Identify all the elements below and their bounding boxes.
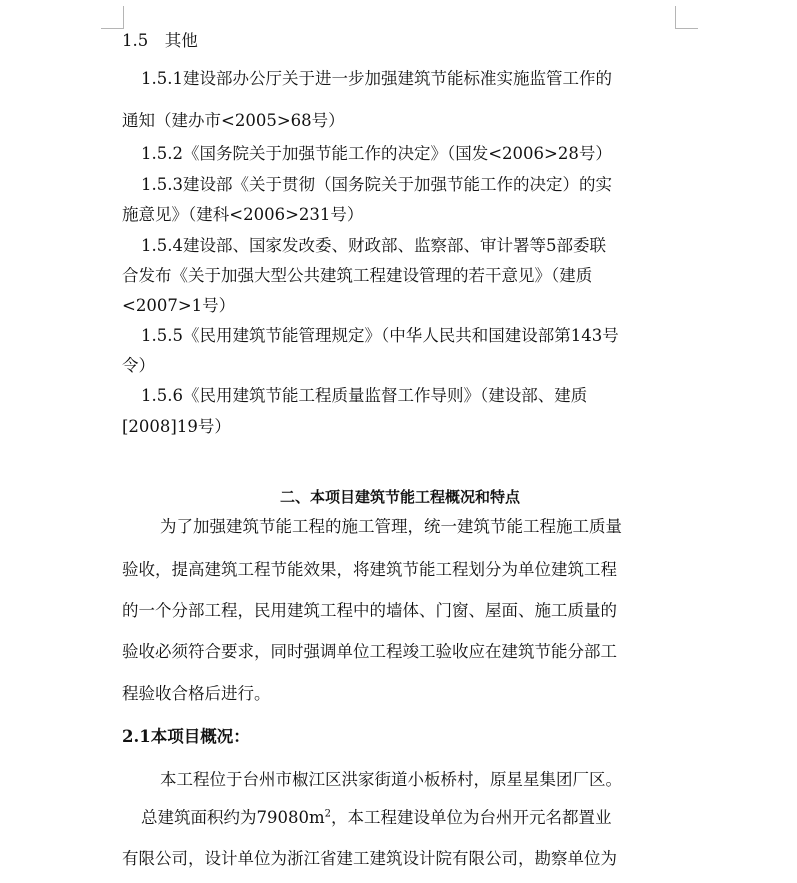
section-2-para-line-4: 验收必须符合要求，同时强调单位工程竣工验收应在建筑节能分部工 (122, 642, 617, 661)
section-2-1-para-2-line-1 (141, 807, 612, 829)
item-1-5-5-line-1: 1.5.5《民用建筑节能管理规定》（中华人民共和国建设部第143号 (141, 326, 619, 345)
section-2-1-para-1: 本工程位于台州市椒江区洪家街道小板桥村，原星星集团厂区。 (160, 770, 622, 789)
page-corner-mark-left (101, 6, 124, 29)
section-2-para-line-5: 程验收合格后进行。 (122, 684, 271, 703)
item-1-5-6-line-1: 1.5.6《民用建筑节能工程质量监督工作导则》（建设部、建质 (141, 386, 588, 405)
section-2-heading: 二、本项目建筑节能工程概况和特点 (279, 488, 520, 506)
page-corner-mark-right (675, 6, 698, 29)
section-2-para-line-1: 为了加强建筑节能工程的施工管理，统一建筑节能工程施工质量 (160, 517, 622, 536)
item-1-5-3-line-1: 1.5.3建设部《关于贯彻（国务院关于加强节能工作的决定）的实 (141, 175, 612, 194)
item-1-5-1-line-1: 1.5.1建设部办公厅关于进一步加强建筑节能标准实施监管工作的 (141, 69, 612, 88)
item-1-5-3-line-2: 施意见》（建科<2006>231号） (122, 205, 364, 224)
section-2-1-heading: 2.1本项目概况： (122, 727, 250, 746)
section-2-para-line-2: 验收，提高建筑工程节能效果，将建筑节能工程划分为单位建筑工程 (122, 560, 617, 579)
section-2-para-line-3: 的一个分部工程，民用建筑工程中的墙体、门窗、屋面、施工质量的 (122, 601, 617, 620)
area-text: 总建筑面积约为79080m (141, 808, 325, 827)
item-1-5-4-line-2: 合发布《关于加强大型公共建筑工程建设管理的若干意见》（建质 (122, 266, 593, 285)
area-unit-superscript: 2 (324, 808, 332, 820)
area-text-continued: ，本工程建设单位为台州开元名都置业 (331, 808, 612, 827)
item-1-5-4-line-1: 1.5.4建设部、国家发改委、财政部、监察部、审计署等5部委联 (141, 236, 606, 255)
item-1-5-4-line-3: <2007>1号） (122, 296, 236, 315)
section-2-1-para-2-line-2: 有限公司，设计单位为浙江省建工建筑设计院有限公司，勘察单位为 (122, 849, 617, 868)
item-1-5-1-line-2: 通知（建办市<2005>68号） (122, 111, 345, 130)
item-1-5-2-line-1: 1.5.2《国务院关于加强节能工作的决定》（国发<2006>28号） (141, 144, 612, 163)
item-1-5-6-line-2: [2008]19号） (122, 417, 231, 436)
section-1-5-heading: 1.5 其他 (122, 31, 198, 50)
item-1-5-5-line-2: 令） (122, 356, 155, 375)
